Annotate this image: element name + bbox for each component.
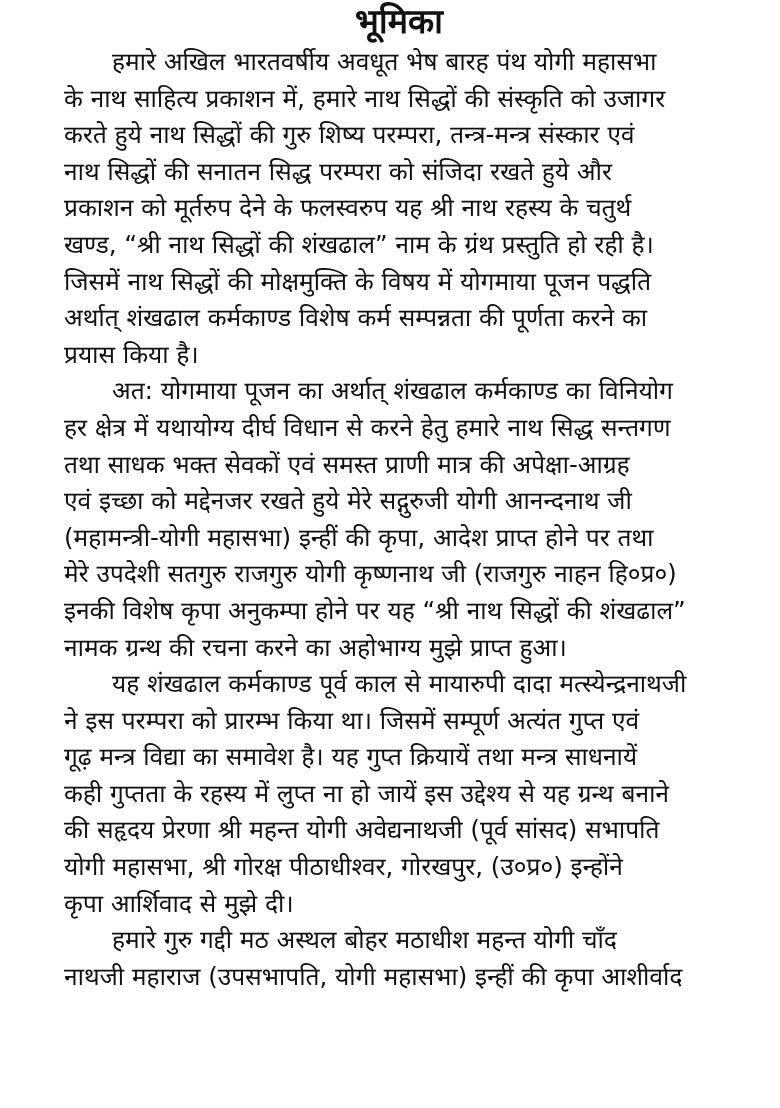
page-title: भूमिका [355, 2, 443, 42]
text-line: अत: योगमाया पूजन का अर्थात् शंखढाल कर्मकाण्ड का विनियोग [112, 376, 673, 406]
paragraph-4 [64, 922, 734, 995]
text-line: गूढ़ मन्त्र विद्या का समावेश है। यह गुप्त क्रियायें तथा मन्त्र साधनायें [64, 742, 638, 772]
paragraph-2 [64, 373, 734, 666]
text-line: की सहृदय प्रेरणा श्री महन्त योगी अवेद्यनाथजी (पूर्व सांसद) सभापति [64, 815, 660, 845]
paragraph-3 [64, 666, 734, 922]
text-line: इनकी विशेष कृपा अनुकम्पा होने पर यह “श्री नाथ सिद्धों की शंखढाल” [64, 595, 686, 625]
text-line: तथा साधक भक्त सेवकों एवं समस्त प्राणी मात्र की अपेक्षा-आग्रह [64, 449, 630, 479]
text-line: प्रयास किया है। [64, 339, 199, 369]
text-line: ने इस परम्परा को प्रारम्भ किया था। जिसमें सम्पूर्ण अत्यंत गुप्त एवं [64, 705, 640, 735]
text-line: एवं इच्छा को मद्देनजर रखते हुये मेरे सद्गुरुजी योगी आनन्दनाथ जी [64, 486, 632, 516]
text-line: हमारे अखिल भारतवर्षीय अवधूत भेष बारह पंथ योगी महासभा [112, 47, 657, 76]
text-line: नाथजी महाराज (उपसभापति, योगी महासभा) इन्हीं की कृपा आशीर्वाद [64, 961, 683, 991]
text-line: (महामन्त्री-योगी महासभा) इन्हीं की कृपा, आदेश प्राप्त होने पर तथा [64, 522, 654, 552]
text-line: के नाथ साहित्य प्रकाशन में, हमारे नाथ सिद्धों की संस्कृति को उजागर [64, 83, 666, 113]
text-line: खण्ड, “श्री नाथ सिद्धों की शंखढाल” नाम के ग्रंथ प्रस्तुति हो रही है। [64, 229, 654, 259]
text-line: जिसमें नाथ सिद्धों की मोक्षमुक्ति के विषय में योगमाया पूजन पद्धति [64, 266, 652, 296]
text-line: मेरे उपदेशी सतगुरु राजगुरु योगी कृष्णनाथ जी (राजगुरु नाहन हि०प्र०) [64, 559, 677, 589]
text-line: करते हुये नाथ सिद्धों की गुरु शिष्य परम्परा, तन्त्र-मन्त्र संस्कार एवं [64, 120, 635, 150]
text-line: नाथ सिद्धों की सनातन सिद्ध परम्परा को संजिदा रखते हुये और [64, 156, 612, 186]
text-line: यह शंखढाल कर्मकाण्ड पूर्व काल से मायारुपी दादा मत्स्येन्द्रनाथजी [112, 669, 687, 699]
text-line: योगी महासभा, श्री गोरक्ष पीठाधीश्वर, गोरखपुर, (उ०प्र०) इन्होंने [64, 852, 623, 882]
text-line: हमारे गुरु गद्दी मठ अस्थल बोहर मठाधीश महन्त योगी चाँद [112, 925, 617, 955]
paragraph-1 [64, 44, 734, 373]
text-line: कृपा आर्शिवाद से मुझे दी। [64, 888, 294, 918]
text-line: हर क्षेत्र में यथायोग्य दीर्घ विधान से करने हेतु हमारे नाथ सिद्ध सन्तगण [64, 412, 671, 442]
text-line: कही गुप्तता के रहस्य में लुप्त ना हो जायें इस उद्देश्य से यह ग्रन्थ बनाने [64, 778, 670, 808]
text-line: अर्थात् शंखढाल कर्मकाण्ड विशेष कर्म सम्पन्नता की पूर्णता करने का [64, 303, 648, 333]
text-line: प्रकाशन को मूर्तरुप देने के फलस्वरुप यह श्री नाथ रहस्य के चतुर्थ [64, 193, 632, 223]
text-line: नामक ग्रन्थ की रचना करने का अहोभाग्य मुझे प्राप्त हुआ। [64, 632, 567, 662]
